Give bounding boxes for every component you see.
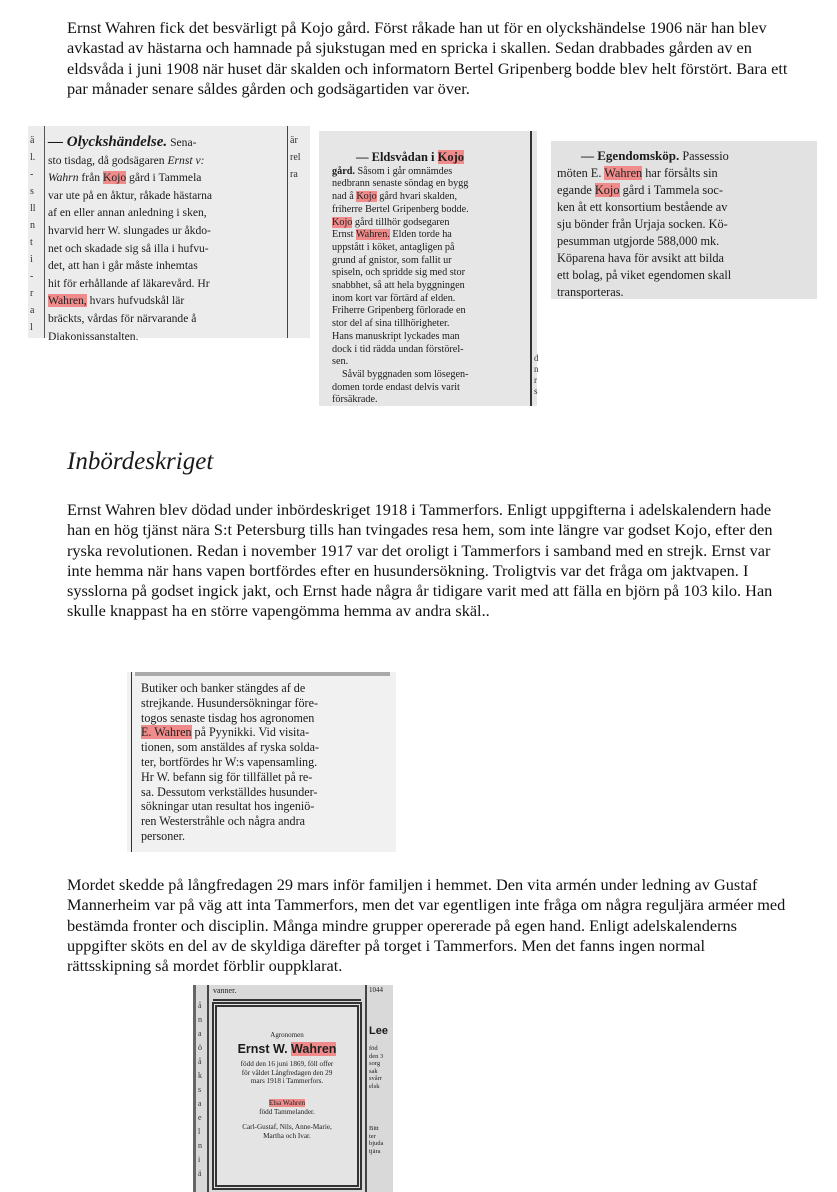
clip2-line: stor del af sina tillhörigheter. <box>332 318 450 330</box>
clip2-line: dock i tid rädda undan förstörel- <box>332 343 464 355</box>
clip2-line: Såsom i går omnämdes <box>354 165 453 177</box>
obit-line: född den 16 juni 1869, föll offer <box>240 1060 334 1068</box>
clip2-line: spiseln, och spridde sig med stor <box>332 267 465 279</box>
obit-line: född Tammelander. <box>259 1107 315 1116</box>
clip4-line: togos senaste tisdag hos agronomen <box>141 710 315 725</box>
clip1-highlight: Wahren, <box>48 294 87 308</box>
clip2-line: gård. <box>332 165 355 177</box>
clip1-line: net och skadade sig så illa i hufvu- <box>48 241 209 255</box>
clip1-line: Sena- <box>167 136 197 149</box>
obit-line: mars 1918 i Tammerfors. <box>250 1077 324 1086</box>
clip3-headline: — Egendomsköp. <box>581 148 680 163</box>
clip1-line: sto tisdag, då godsägaren <box>48 153 168 167</box>
clip3-line: har försålts sin <box>642 166 718 180</box>
obit-right-line: sorg <box>369 1060 381 1068</box>
clip3-line: Köparena hava för avsikt att bilda <box>557 251 724 265</box>
clip1-headline: — Olyckshändelse. <box>48 134 168 150</box>
obit-right-line: ter <box>369 1132 376 1140</box>
obit-top-text: vanner. <box>213 986 237 995</box>
clip3-line: gård i Tammela soc- <box>619 183 723 197</box>
obit-title-small: Agronomen <box>270 1031 304 1039</box>
clip2-line: nedbrann senaste söndag en bygg <box>332 178 469 190</box>
obit-right-line: den 3 <box>369 1052 384 1060</box>
clip1-highlight: Kojo <box>102 171 127 185</box>
civil-war-paragraph: Ernst Wahren blev dödad under inbördeskriget 1918 i Tammerfors. Enligt uppgifterna i adelskalendern hade han en hög tjänst nära S:t Petersburg tills han tvingades resa hem, som inte längre var godset Kojo, efter den ryska revolutionen. Redan i november 1917 var det oroligt i Tammerfors i samband med en strejk. Ernst var inte hemma när hans vapen bortfördes efter en husundersökning. Troligtvis var det fråga om jaktvapen. I sysslorna på godset ingick jakt, och Ernst hade några år tidigare varit med att fälla en björn på 103 kilo. Han skulle knappast ha en större vapengömma hemma av andra skäl.. <box>67 500 773 621</box>
clip2-line: gård tillhör godsegaren <box>352 216 450 228</box>
clip4-line: tionen, som anstäldes af ryska solda- <box>141 740 320 755</box>
clip4-line: sa. Dessutom verkställdes husunder- <box>141 784 318 799</box>
clip2-line: Ernst <box>332 229 356 241</box>
clip2-line: friherre Bertel Gripenberg bodde. <box>332 203 469 215</box>
clip1-line: hvarvid herr W. slungades ur åkdo- <box>48 223 211 237</box>
obit-border <box>212 1002 362 1190</box>
clip2-highlight: Kojo <box>437 150 465 164</box>
obit-top-number: 1044 <box>369 986 383 994</box>
obit-line: Carl-Gustaf, Nils, Anne-Marie, <box>242 1123 332 1131</box>
clip2-highlight: Kojo <box>332 216 353 228</box>
clip1-line: Diakonissanstalten. <box>48 329 139 343</box>
clip3-line: ken åt ett konsortium bestående av <box>557 200 728 214</box>
clip4-line: ren Westerstråhle och några andra <box>141 814 306 829</box>
obit-right-line: Bitt <box>369 1125 379 1132</box>
clip3-line: Passessio <box>679 149 729 163</box>
obit-right-line: sak <box>369 1067 378 1075</box>
clip3-line: pesumman utgjorde 588,000 mk. <box>557 234 720 248</box>
obit-name-highlight: Wahren <box>291 1042 337 1056</box>
clip3-highlight: Kojo <box>594 183 620 197</box>
obit-widow-highlight: Elsa Wahren <box>268 1099 306 1107</box>
section-heading: Inbördeskriget <box>67 448 214 475</box>
clip1-line: var ute på en åktur, råkade hästarna <box>48 188 213 202</box>
clip1-line: det, att han i går måste inhemtas <box>48 259 198 273</box>
murder-paragraph: Mordet skedde på långfredagen 29 mars inför familjen i hemmet. Den vita armén under ledning av Gustaf Mannerheim var på väg att inta Tammerfors, men det var egentligen inte fråga om några reguljära arméer med bestämda fronter och disciplin. Många mindre grupper opererade på egen hand. Enligt adelskalenderns uppgifter sköts en del av de skyldiga därefter på torget i Tammerfors. Men det fanns ingen normal rättsskipning så mordet förblir ouppklarat. <box>67 875 786 976</box>
clip2-highlight: Wahren. <box>355 229 390 241</box>
clip4-line: Butiker och banker stängdes af de <box>141 681 306 695</box>
obit-right-line: svårr <box>369 1075 382 1083</box>
newspaper-clipping-search <box>127 672 396 852</box>
clip2-line: uppstått i köket, antagligen på <box>332 241 455 253</box>
clip2-line: gård hvari skalden, <box>376 191 458 203</box>
clip1-line: hvars hufvudskål lär <box>86 294 185 308</box>
clip2-line: inom kort var förtärd af elden. <box>332 292 456 304</box>
clip2-line: Elden torde ha <box>389 229 452 241</box>
clip2-highlight: Kojo <box>356 191 377 203</box>
newspaper-clipping-edge: är rel ra <box>286 126 310 338</box>
clip4-highlight: E. Wahren <box>141 725 192 740</box>
clip2-line: Hans manuskript lyckades man <box>332 330 460 342</box>
clip2-headline: — Eldsvådan i <box>356 150 438 164</box>
clip4-line: ter, bortfördes hr W:s vapensamling. <box>141 754 318 769</box>
newspaper-clipping-fire: d n r s — Eldsvådan i Kojo gård. Såsom i går omnämdes nedbrann senaste söndag en bygg nad å Kojo gård hvari skalden, friherre Bertel Gripenberg bodde. Kojo gård tillhör godsegaren Ernst Wahren. Elden torde ha uppstått i köket, antagligen på grund af gnistor, som fallit ur spiseln, och spridde sig med stor snabbhet, så att hela byggningen inom kort var förtärd af elden. Friherre Gripenberg förlorade en stor del af sina tillhörigheter. Hans manuskript lyckades man dock i tid rädda undan förstörel- sen. Såväl byggnaden som lösegen- domen torde endast delvis varit försäkrade. <box>319 131 537 406</box>
newspaper-clipping-obituary: å n a ö å k s a e l n i ä vanner. 1044 Agronomen Ernst W. Wahren född den 16 juni 1869, föll offer för våldet Långfredagen den 29 mars 1918 i Tammerfors. Elsa Wahren född Tammelander. Carl-Gustaf, Nils, Anne-Marie, Martha och Ivar. Lee föd den 3 sorg sak svårr elsk Bitt ter bjuda tjära <box>193 985 393 1192</box>
clip4-line: på Pyynikki. Vid visita- <box>191 725 310 740</box>
clip2-line: Friherre Gripenberg förlorade en <box>332 305 466 317</box>
clip1-line: hit för erhållande af läkarevård. Hr <box>48 276 210 290</box>
newspaper-clipping-accident: ä l. - s ll n t i - r a l — Olyckshändelse. Sena- sto tisdag, då godsägaren Ernst v: Wahrn från Kojo gård i Tammela var ute på en åktur, råkade hästarna af en eller annan anledning i sken, hvarvid herr W. slungades ur åkdo- net och skadade sig så illa i hufvu- det, att han i går måste inhemtas hit för erhållande af läkarevård. Hr Wahren, hvars hufvudskål lär bräckts, vårdas för närvarande å Diakonissanstalten. <box>28 126 308 338</box>
obit-right-line: tjära <box>369 1147 381 1155</box>
clip2-line: snabbhet, så att hela byggningen <box>332 280 465 292</box>
obit-line: Martha och Ivar. <box>263 1132 311 1140</box>
clip4-line: personer. <box>141 828 185 843</box>
obit-name: Ernst W. <box>237 1042 292 1056</box>
clip1-line: Wahrn <box>48 171 79 185</box>
clip3-line: transporteras. <box>557 285 624 299</box>
clip2-line: domen torde endast delvis varit <box>332 381 460 393</box>
clip1-line: bräckts, vårdas för närvarande å <box>48 311 197 325</box>
clip2-line: Såväl byggnaden som lösegen- <box>342 368 469 380</box>
obit-right-line: föd <box>369 1045 378 1052</box>
newspaper-clipping-sale <box>551 141 817 299</box>
clip1-line: Ernst v: <box>167 153 205 167</box>
clip2-line: nad å <box>332 191 357 203</box>
clip4-line: strejkande. Husundersökningar före- <box>141 695 318 710</box>
clip1-line: från <box>78 171 103 185</box>
clip3-line: ett bolag, på viket egendomen skall <box>557 268 732 282</box>
obit-right-heading: Lee <box>369 1025 388 1037</box>
obit-right-line: elsk <box>369 1082 380 1090</box>
clip3-line: egande <box>557 183 595 197</box>
obit-line: för våldet Långfredagen den 29 <box>241 1068 333 1077</box>
clip2-line: försäkrade. <box>332 394 378 406</box>
clip3-line: sju bönder från Urjaja socken. Kö- <box>557 217 728 231</box>
intro-paragraph: Ernst Wahren fick det besvärligt på Kojo gård. Först råkade han ut för en olyckshändelse 1906 när han blev avkastad av hästarna och hamnade på sjukstugan med en spricka i skallen. Sedan drabbades gården av en eldsvåda i juni 1908 när huset där skalden och informatorn Bertel Gripenberg bodde blev helt förstört. Bara ett par månader senare såldes gården och godsägartiden var över. <box>67 18 788 98</box>
clip3-line: möten E. <box>557 166 605 180</box>
obit-right-line: bjuda <box>369 1140 384 1148</box>
clip2-line: grund af gnistor, som fallit ur <box>332 254 452 266</box>
clip3-highlight: Wahren <box>604 166 643 180</box>
clip1-line: af en eller annan anledning i sken, <box>48 206 207 220</box>
clip4-line: sökningar utan resultat hos ingeniö- <box>141 799 315 814</box>
clip1-line: gård i Tammela <box>126 171 202 185</box>
clip2-line: sen. <box>332 356 349 368</box>
clip4-line: Hr W. befann sig för tillfället på re- <box>141 769 313 784</box>
